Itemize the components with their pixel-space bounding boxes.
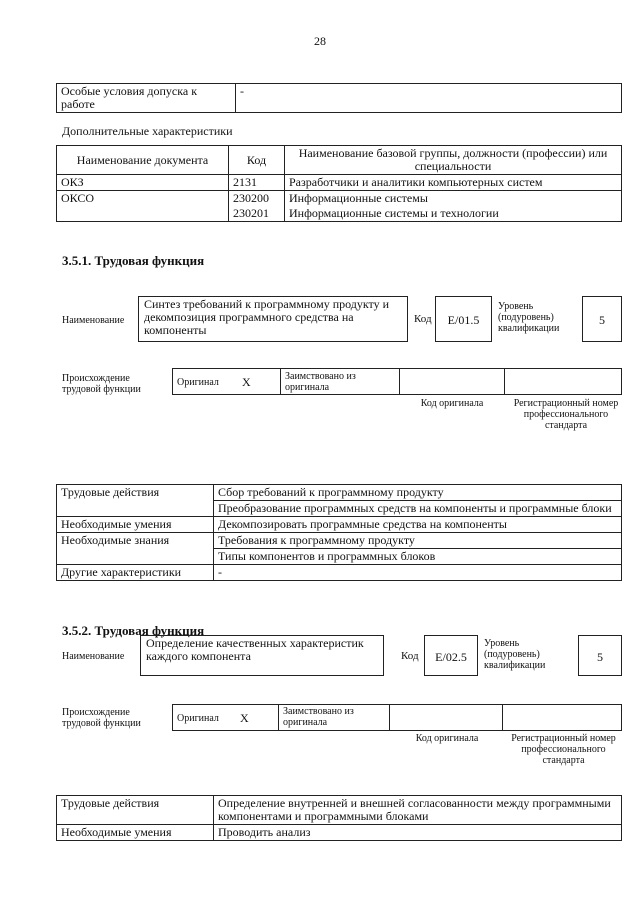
f1-name-label: Наименование — [62, 315, 125, 326]
extra-table — [56, 145, 622, 222]
extra-header-code: Код — [229, 146, 285, 175]
extra-cell: Разработчики и аналитики компьютерных систем — [285, 175, 622, 191]
f2-borrowed-label: Заимствовано из оригинала — [283, 706, 354, 728]
f2-code: E/02.5 — [424, 635, 478, 676]
table-row — [57, 825, 622, 841]
f1-reg-label: Регистрационный номер профессионального стандарта — [513, 398, 619, 431]
f2-origin-divider-2 — [502, 704, 503, 731]
f1-code-label: Код — [414, 313, 432, 325]
f2-details-table — [56, 795, 622, 841]
table-row — [57, 175, 622, 191]
f1-code: E/01.5 — [435, 296, 492, 342]
f2-row-label: Необходимые умения — [57, 825, 214, 841]
f1-borrowed-label: Заимствовано из оригинала — [285, 371, 356, 393]
f1-heading: 3.5.1. Трудовая функция — [62, 253, 205, 268]
f2-row-label: Трудовые действия — [57, 796, 214, 825]
extra-cell: 230200 — [229, 191, 285, 207]
f1-level-label: Уровень (подуровень) квалификации — [498, 301, 560, 334]
f2-level-label: Уровень (подуровень) квалификации — [484, 638, 546, 671]
f2-row-item: Определение внутренней и внешней согласованности между программными компонентами и программными блоками — [214, 796, 622, 825]
admission-label: Особые условия допуска к работе — [57, 84, 236, 113]
table-row — [57, 517, 622, 533]
extra-cell: 230201 — [229, 206, 285, 222]
extra-cell — [57, 206, 229, 222]
f1-code-original-label: Код оригинала — [420, 398, 484, 409]
table-row — [57, 191, 622, 207]
f1-name: Синтез требований к программному продукту и декомпозиция программного средства на компоненты — [138, 296, 408, 342]
f1-original-mark: X — [242, 375, 251, 389]
extra-cell: Информационные системы и технологии — [285, 206, 622, 222]
f2-original-label: Оригинал — [177, 713, 219, 724]
admission-table — [56, 83, 622, 113]
f1-row-item: Преобразование программных средств на компоненты и программные блоки — [214, 501, 622, 517]
table-row — [57, 533, 622, 549]
page-number: 28 — [314, 34, 326, 48]
f2-original-mark: X — [240, 711, 249, 725]
f2-row-item: Проводить анализ — [214, 825, 622, 841]
admission-value: - — [236, 84, 622, 113]
extra-cell: Информационные системы — [285, 191, 622, 207]
f1-details-table — [56, 484, 622, 581]
f1-row-item: - — [214, 565, 622, 581]
f2-name-label: Наименование — [62, 651, 125, 662]
f1-row-item: Сбор требований к программному продукту — [214, 485, 622, 501]
extra-cell: 2131 — [229, 175, 285, 191]
f2-code-label: Код — [401, 650, 419, 662]
f1-origin-divider-2 — [504, 368, 505, 395]
f1-row-item: Декомпозировать программные средства на компоненты — [214, 517, 622, 533]
f2-origin-label: Происхождение трудовой функции — [62, 707, 141, 729]
f1-level: 5 — [582, 296, 622, 342]
extra-title: Дополнительные характеристики — [62, 124, 233, 138]
f1-row-label: Трудовые действия — [57, 485, 214, 517]
f1-row-item: Типы компонентов и программных блоков — [214, 549, 622, 565]
f2-reg-label: Регистрационный номер профессионального стандарта — [511, 733, 616, 766]
extra-header-group: Наименование базовой группы, должности (профессии) или специальности — [285, 146, 622, 175]
f2-heading: 3.5.2. Трудовая функция — [62, 623, 205, 638]
extra-header-doc: Наименование документа — [57, 146, 229, 175]
f1-origin-label: Происхождение трудовой функции — [62, 373, 141, 395]
f1-row-label: Необходимые умения — [57, 517, 214, 533]
f2-name: Определение качественных характеристик каждого компонента — [140, 635, 384, 676]
table-row — [57, 565, 622, 581]
f2-code-original-label: Код оригинала — [415, 733, 479, 744]
table-row — [57, 796, 622, 825]
extra-cell: ОКЗ — [57, 175, 229, 191]
table-row — [57, 485, 622, 501]
table-row — [57, 206, 622, 222]
f2-level: 5 — [578, 635, 622, 676]
extra-cell: ОКСО — [57, 191, 229, 207]
f1-row-item: Требования к программному продукту — [214, 533, 622, 549]
f1-row-label: Необходимые знания — [57, 533, 214, 565]
f1-row-label: Другие характеристики — [57, 565, 214, 581]
f1-original-label: Оригинал — [177, 377, 219, 388]
